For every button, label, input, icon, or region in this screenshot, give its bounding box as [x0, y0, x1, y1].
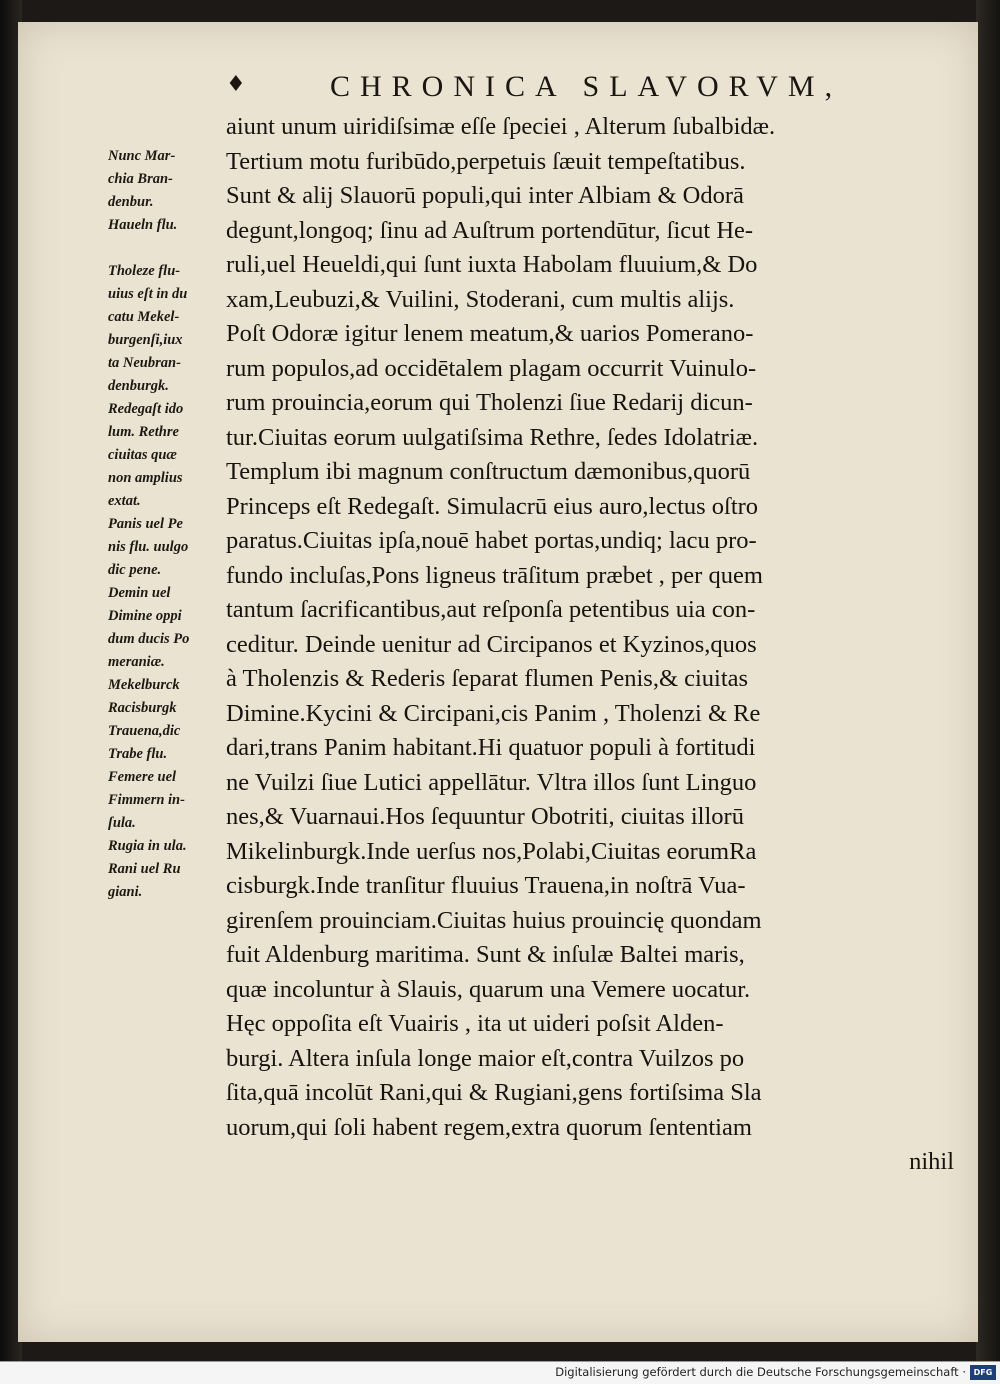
- margin-note-line: burgenſi,iux: [108, 332, 183, 348]
- margin-note-line: Rugia in ula.: [108, 838, 187, 854]
- funding-notice: Digitalisierung gefördert durch die Deutsche Forschungsgemeinschaft ·: [555, 1365, 966, 1379]
- text-line: nes,& Vuarnaui.Hos ſequuntur Obotriti, ciuitas illorū: [226, 803, 744, 830]
- main-text-block: [226, 110, 956, 1180]
- margin-note-line: catu Mekel-: [108, 309, 180, 325]
- margin-note-line: nis flu. uulgo: [108, 539, 189, 555]
- margin-note-line: Demin uel: [108, 585, 171, 601]
- text-line: Templum ibi magnum conſtructum dæmonibus,quorū: [226, 458, 751, 485]
- text-line: burgi. Altera inſula longe maior eſt,contra Vuilzos po: [226, 1044, 745, 1072]
- margin-note-line: Nunc Mar-: [108, 148, 176, 164]
- catchword: nihil: [909, 1148, 954, 1175]
- text-line: rum prouincia,eorum qui Tholenzi ſiue Redarij dicun-: [226, 389, 753, 416]
- margin-note-line: ta Neubran-: [108, 355, 181, 371]
- text-line: paratus.Ciuitas ipſa,nouē habet portas,undiq; lacu pro-: [226, 527, 757, 554]
- margin-note-line: non amplius: [108, 470, 183, 486]
- text-line: uorum,qui ſoli habent regem,extra quorum ſententiam: [226, 1113, 752, 1141]
- text-line: fuit Aldenburg maritima. Sunt & inſulæ Baltei maris,: [226, 941, 745, 968]
- margin-note-line: giani.: [108, 884, 143, 900]
- text-line: xam,Leubuzi,& Vuilini, Stoderani, cum multis alijs.: [226, 285, 735, 313]
- text-line: ceditur. Deinde uenitur ad Circipanos et Kyzinos,quos: [226, 630, 757, 658]
- margin-note-line: denburgk.: [108, 378, 169, 394]
- margin-note-line: Redegaſt ido: [108, 401, 184, 417]
- text-line: degunt,longoq; ſinu ad Auſtrum portendūtur, ſicut He-: [226, 216, 754, 244]
- margin-note-line: lum. Rethre: [108, 424, 179, 440]
- text-line: Tertium motu furibūdo,perpetuis ſæuit tempeſtatibus.: [226, 147, 746, 175]
- text-line: cisburgk.Inde tranſitur fluuius Trauena,in noſtrā Vua-: [226, 872, 746, 899]
- text-line: tantum ſacrificantibus,aut reſponſa petentibus uia con-: [226, 596, 756, 623]
- text-line: Poſt Odoræ igitur lenem meatum,& uarios Pomerano-: [226, 320, 754, 347]
- text-line: Sunt & alij Slauorū populi,qui inter Albiam & Odorā: [226, 182, 744, 209]
- text-line: à Tholenzis & Rederis ſeparat flumen Penis,& ciuitas: [226, 665, 749, 692]
- margin-note-line: Mekelburck: [108, 677, 180, 693]
- text-line: ruli,uel Heueldi,qui ſunt iuxta Habolam fluuium,& Do: [226, 251, 758, 278]
- text-line: quæ incoluntur à Slauis, quarum una Vemere uocatur.: [226, 975, 751, 1003]
- text-line: girenſem prouinciam.Ciuitas huius prouincię quondam: [226, 906, 762, 934]
- text-line: rum populos,ad occidētalem plagam occurrit Vuinulo-: [226, 354, 757, 382]
- margin-note-line: Fimmern in-: [108, 792, 185, 808]
- text-line: Mikelinburgk.Inde uerſus nos,Polabi,Ciuitas eorumRa: [226, 837, 757, 865]
- margin-note-line: Trabe flu.: [108, 746, 168, 762]
- margin-note-line: denbur.: [108, 194, 154, 210]
- margin-note-line: chia Bran-: [108, 171, 173, 187]
- margin-note-line: Femere uel: [108, 769, 177, 785]
- margin-note-line: meraniæ.: [108, 654, 165, 670]
- margin-note-line: Haueln flu.: [108, 217, 178, 233]
- text-line: fundo incluſas,Pons ligneus trāſitum præbet , per quem: [226, 561, 763, 589]
- text-line: ne Vuilzi ſiue Lutici appellātur. Vltra illos ſunt Linguo: [226, 768, 757, 796]
- text-line: tur.Ciuitas eorum uulgatiſsima Rethre, ſedes Idolatriæ.: [226, 423, 759, 451]
- text-line: dari,trans Panim habitant.Hi quatuor populi à fortitudi: [226, 734, 756, 761]
- margin-note-line: Tholeze flu-: [108, 263, 181, 279]
- footer-bar: [0, 1361, 1000, 1384]
- text-line: Hęc oppoſita eſt Vuairis , ita ut uideri poſsit Alden-: [226, 1010, 724, 1037]
- margin-note-line: Trauena,dic: [108, 723, 181, 739]
- margin-notes: [108, 145, 232, 904]
- margin-note-line: Dimine oppi: [108, 608, 182, 624]
- scan-edge: [976, 0, 1000, 1384]
- margin-note-line: ſula.: [108, 815, 136, 831]
- margin-note-line: Panis uel Pe: [108, 516, 183, 532]
- running-title: CHRONICA SLAVORVM,: [330, 70, 843, 103]
- text-line: ſita,quā incolūt Rani,qui & Rugiani,gens fortiſsima Sla: [226, 1079, 762, 1106]
- text-line: aiunt unum uiridiſsimæ eſſe ſpeciei , Alterum ſubalbidæ.: [226, 113, 776, 140]
- margin-note-line: dum ducis Po: [108, 631, 190, 647]
- ornament-mark: ♦: [226, 72, 246, 97]
- margin-note-line: ciuitas quæ: [108, 447, 177, 463]
- margin-note-line: extat.: [108, 493, 141, 509]
- margin-note-line: [108, 237, 232, 260]
- margin-note-line: uius eſt in du: [108, 286, 188, 302]
- text-line: Princeps eſt Redegaſt. Simulacrū eius auro,lectus oſtro: [226, 492, 759, 520]
- margin-note-line: Rani uel Ru: [108, 861, 181, 877]
- margin-note-line: Racisburgk: [108, 700, 177, 716]
- text-line: Dimine.Kycini & Circipani,cis Panim , Tholenzi & Re: [226, 699, 761, 727]
- margin-note-line: dic pene.: [108, 562, 162, 578]
- dfg-logo-icon: DFG: [970, 1365, 996, 1380]
